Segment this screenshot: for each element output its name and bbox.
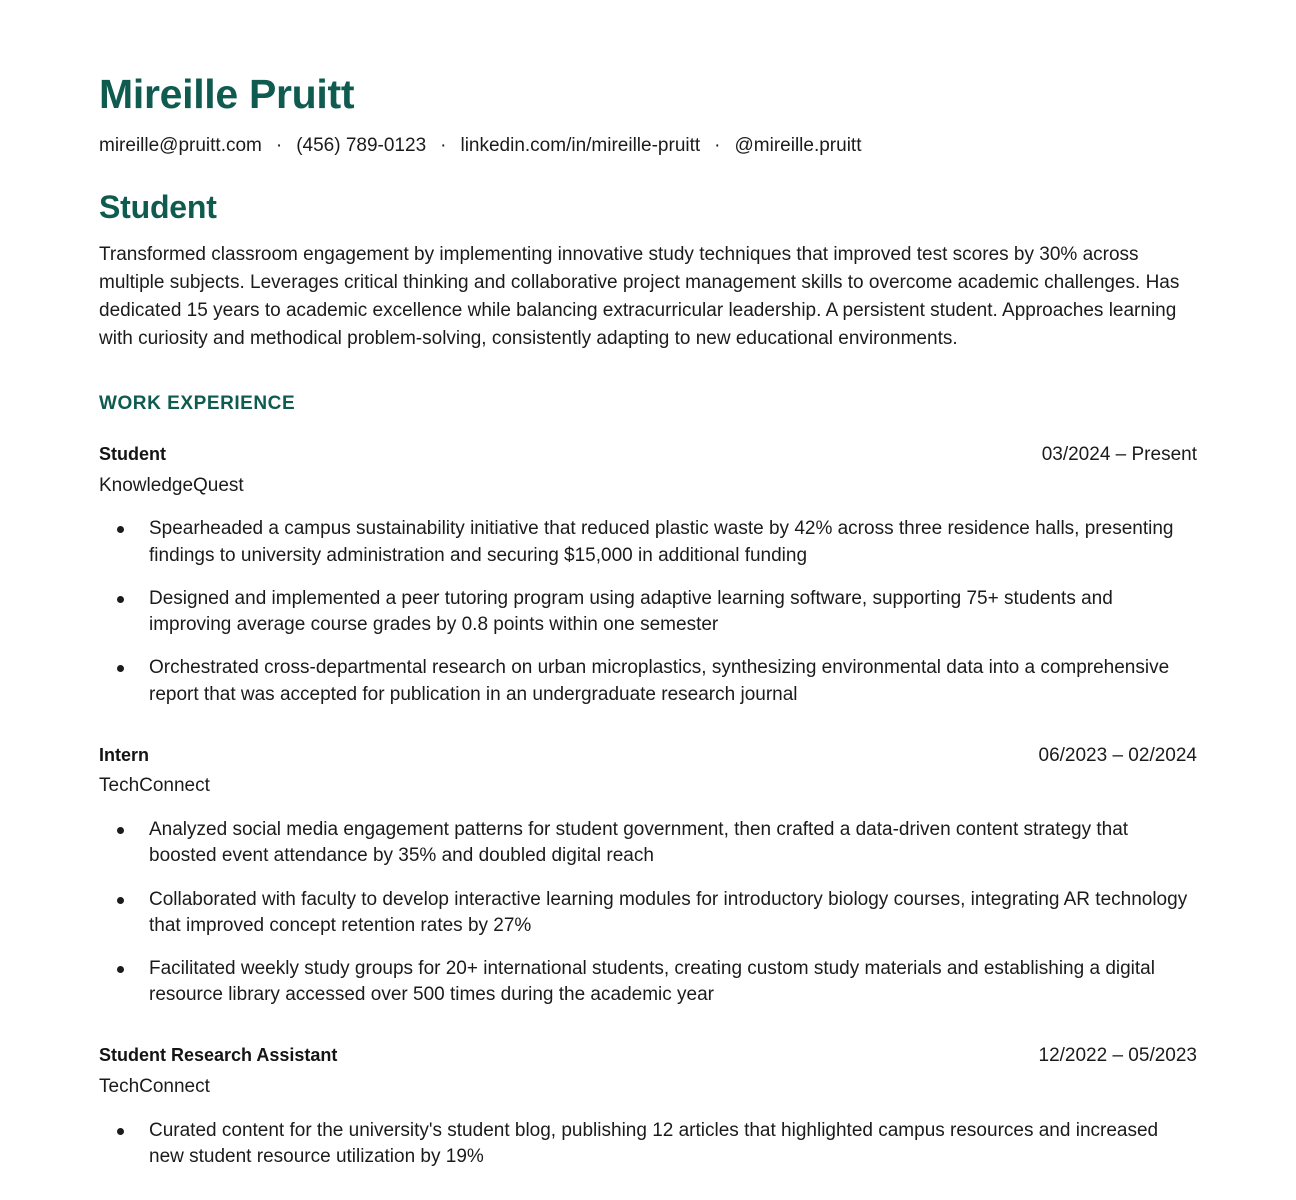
job-dates: 03/2024 – Present	[1041, 444, 1197, 466]
job-bullet: Collaborated with faculty to develop interactive learning modules for introductory biology courses, integrating AR technology that improved concept retention rates by 27%	[99, 887, 1197, 939]
job-header-row	[99, 443, 1197, 468]
job-bullet-list	[99, 1118, 1197, 1170]
job-header-row	[99, 1044, 1197, 1069]
contact-separator-icon: ·	[714, 134, 721, 156]
job-entry	[99, 443, 1197, 708]
job-header-row	[99, 744, 1197, 769]
job-bullet: Orchestrated cross-departmental research on urban microplastics, synthesizing environmental data into a comprehensive report that was accepted for publication in an undergraduate research journal	[99, 655, 1197, 707]
candidate-name: Mireille Pruitt	[99, 71, 355, 117]
job-bullet-list	[99, 817, 1197, 1008]
job-company: TechConnect	[99, 1076, 210, 1098]
job-bullet: Designed and implemented a peer tutoring program using adaptive learning software, supporting 75+ students and improving average course grades by 0.8 points within one semester	[99, 586, 1197, 638]
professional-summary: Transformed classroom engagement by implementing innovative study techniques that improved test scores by 30% across multiple subjects. Leverages critical thinking and collaborative project management skills to overcome academic challenges. Has dedicated 15 years to academic excellence while balancing extracurricular leadership. A persistent student. Approaches learning with curiosity and methodical problem-solving, consistently adapting to new educational environments.	[99, 244, 1180, 350]
contact-separator-icon: ·	[275, 134, 283, 156]
contact-handle[interactable]: @mireille.pruitt	[734, 134, 862, 156]
section-heading: WORK EXPERIENCE	[99, 393, 296, 415]
contact-linkedin[interactable]: linkedin.com/in/mireille-pruitt	[460, 134, 701, 156]
job-entry	[99, 744, 1197, 1009]
job-company: TechConnect	[99, 775, 210, 797]
contact-phone[interactable]: (456) 789-0123	[296, 134, 427, 156]
job-bullet: Analyzed social media engagement patterns for student government, then crafted a data-driven content strategy that boosted event attendance by 35% and doubled digital reach	[99, 817, 1197, 869]
contact-line	[99, 134, 1197, 159]
job-title: Student Research Assistant	[99, 1045, 338, 1066]
headline-title: Student	[99, 188, 217, 225]
job-bullet-list	[99, 516, 1197, 707]
job-entry	[99, 1044, 1197, 1170]
job-title: Intern	[99, 744, 150, 765]
job-bullet: Curated content for the university's student blog, publishing 12 articles that highlighted campus resources and increased new student resource utilization by 19%	[99, 1118, 1197, 1170]
job-title: Student	[99, 444, 166, 465]
section-work-experience	[99, 393, 1197, 1170]
contact-email[interactable]: mireille@pruitt.com	[99, 134, 262, 156]
job-company: KnowledgeQuest	[99, 474, 244, 496]
job-bullet: Spearheaded a campus sustainability initiative that reduced plastic waste by 42% across three residence halls, presenting findings to university administration and securing $15,000 in additional funding	[99, 516, 1197, 568]
job-dates: 12/2022 – 05/2023	[1038, 1045, 1197, 1067]
job-bullet: Facilitated weekly study groups for 20+ international students, creating custom study materials and establishing a digital resource library accessed over 500 times during the academic year	[99, 956, 1197, 1008]
job-dates: 06/2023 – 02/2024	[1038, 744, 1197, 766]
contact-separator-icon: ·	[440, 134, 447, 156]
